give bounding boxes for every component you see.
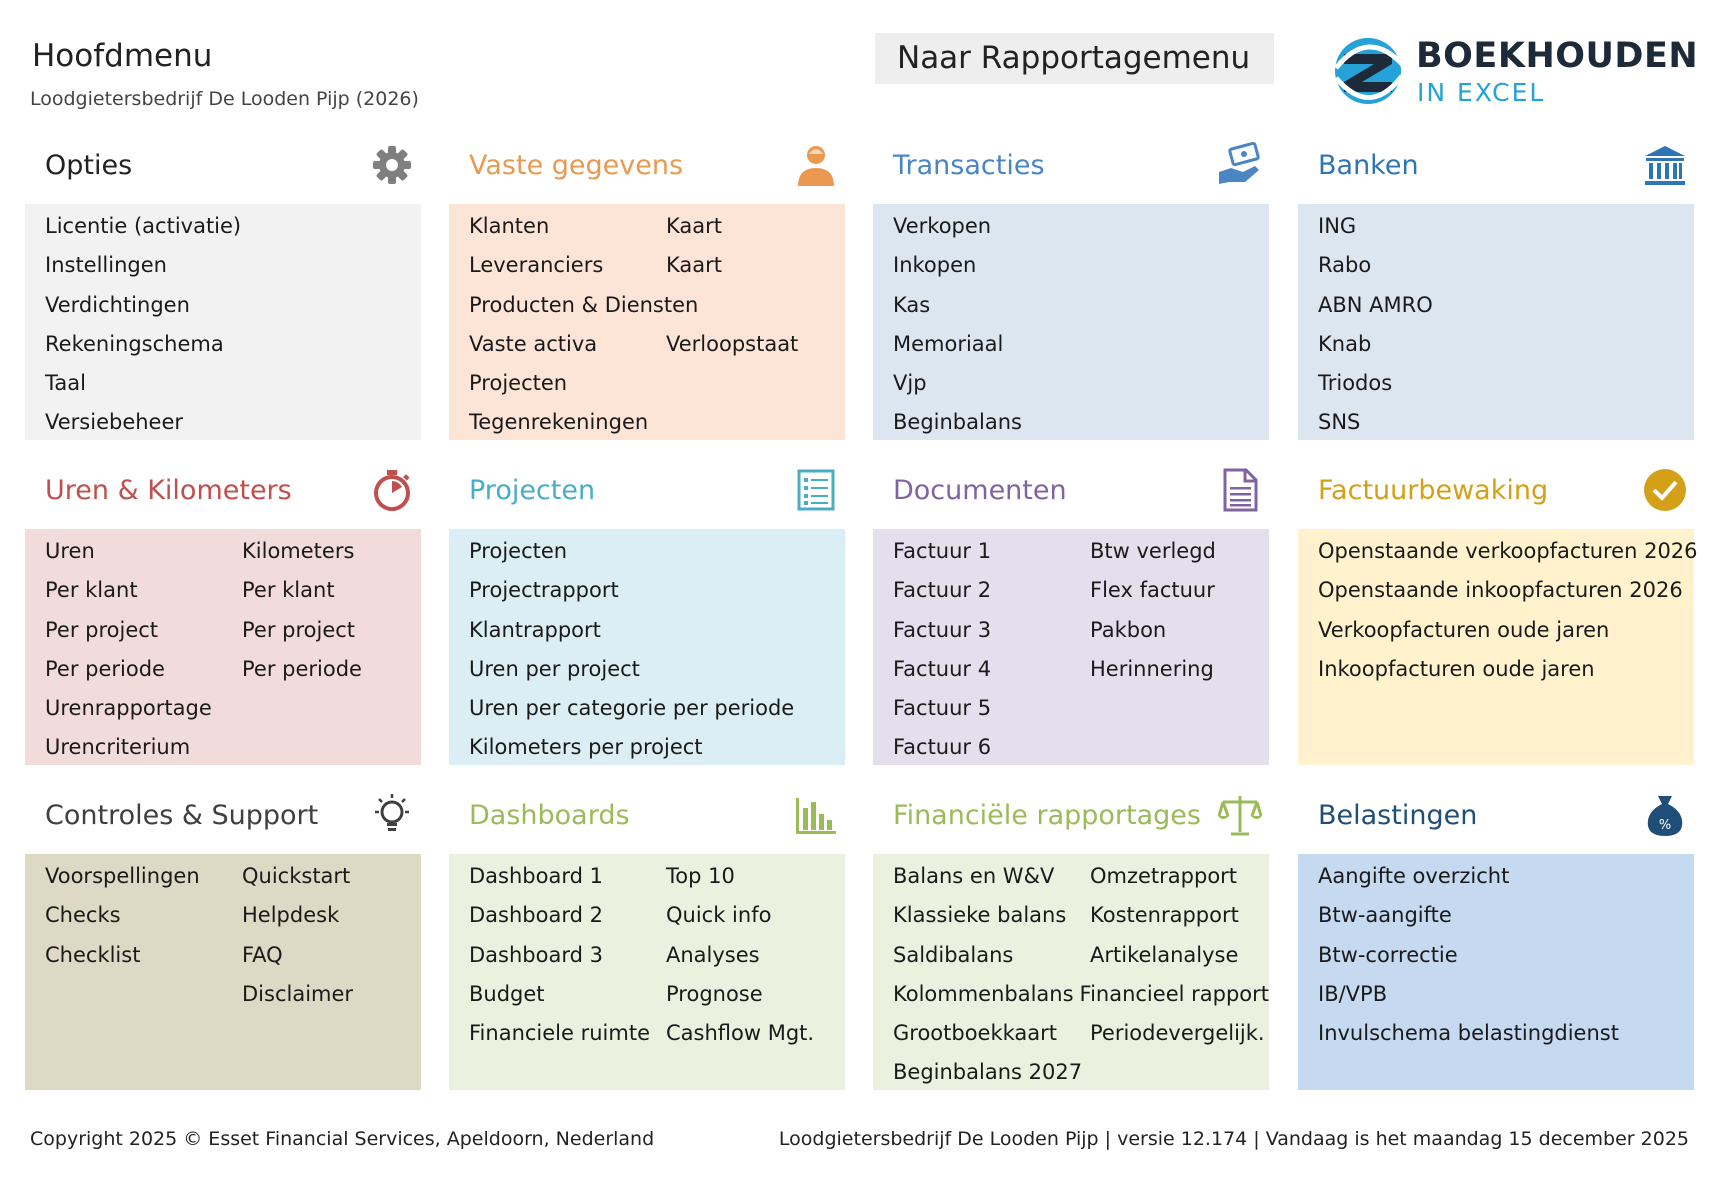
menu-link-belastingen-1-0[interactable]: Btw-aangifte [1318, 903, 1452, 928]
menu-row [1318, 410, 1694, 449]
svg-text:%: % [1658, 818, 1672, 833]
section-uren-kilometers [25, 457, 421, 765]
menu-row [1318, 943, 1694, 982]
menu-link-documenten-2-1[interactable]: Pakbon [1090, 617, 1167, 642]
menu-link-transacties-3-0[interactable]: Memoriaal [893, 331, 1004, 356]
menu-row [469, 982, 845, 1021]
empty-cell [45, 982, 242, 1021]
menu-row [893, 253, 1269, 292]
menu-link-vaste-1-1[interactable]: Kaart [666, 253, 723, 278]
menu-link-dashboards-3-1[interactable]: Prognose [666, 981, 763, 1006]
section-title: Documenten [893, 475, 1067, 506]
menu-row [45, 864, 421, 903]
menu-link-dashboards-4-1[interactable]: Cashflow Mgt. [666, 1021, 815, 1046]
menu-link-financiele-0-1[interactable]: Omzetrapport [1090, 864, 1238, 888]
section-body [25, 529, 421, 765]
menu-link-factuur-1-0[interactable]: Openstaande inkoopfacturen 2026 [1318, 578, 1683, 603]
menu-row [469, 864, 845, 903]
menu-link-opties-1-0[interactable]: Instellingen [45, 253, 167, 278]
bar-chart-icon[interactable] [793, 792, 839, 838]
logo-icon [1330, 34, 1408, 108]
menu-row [45, 735, 421, 774]
menu-link-uren-0-0[interactable]: Uren [45, 539, 95, 563]
section-body [1298, 854, 1694, 1090]
menu-row [469, 618, 845, 657]
menu-link-uren-2-0[interactable]: Per project [45, 617, 159, 642]
menu-row [469, 943, 845, 982]
menu-link-transacties-0-0[interactable]: Verkopen [893, 214, 992, 238]
menu-link-dashboards-4-0[interactable]: Financiele ruimte [469, 1021, 650, 1046]
menu-link-banken-0-0[interactable]: ING [1318, 214, 1357, 238]
menu-row [893, 1060, 1269, 1099]
menu-link-documenten-1-1[interactable]: Flex factuur [1090, 578, 1215, 603]
menu-row [469, 410, 845, 449]
menu-link-financiele-3-0[interactable]: Kolommenbalans [893, 981, 1074, 1006]
menu-row [469, 539, 845, 578]
section-title: Financiële rapportages [893, 800, 1201, 831]
menu-row [893, 696, 1269, 735]
menu-link-uren-3-0[interactable]: Per periode [45, 656, 165, 681]
document-icon[interactable] [1217, 467, 1263, 513]
section-title: Opties [45, 150, 133, 181]
section-title: Controles & Support [45, 800, 319, 831]
section-factuurbewaking [1298, 457, 1698, 765]
menu-link-financiele-4-1[interactable]: Periodevergelijk. [1090, 1021, 1265, 1046]
menu-row [469, 696, 845, 735]
menu-link-vaste-0-0[interactable]: Klanten [469, 214, 550, 238]
section-body [873, 854, 1269, 1090]
menu-row [469, 903, 845, 942]
menu-row [45, 293, 421, 332]
menu-row [45, 943, 421, 982]
menu-link-financiele-2-1[interactable]: Artikelanalyse [1090, 942, 1239, 967]
menu-link-transacties-2-0[interactable]: Kas [893, 292, 931, 317]
menu-link-factuur-3-0[interactable]: Inkoopfacturen oude jaren [1318, 656, 1595, 681]
gear-icon[interactable] [369, 142, 415, 188]
money-bag-icon[interactable] [1642, 792, 1688, 838]
bank-icon[interactable] [1642, 142, 1688, 188]
menu-link-vaste-4-0[interactable]: Projecten [469, 371, 568, 396]
menu-link-belastingen-0-0[interactable]: Aangifte overzicht [1318, 864, 1510, 888]
section-title: Uren & Kilometers [45, 475, 292, 506]
menu-link-factuur-0-0[interactable]: Openstaande verkoopfacturen 2026 [1318, 539, 1698, 563]
menu-row [45, 253, 421, 292]
menu-link-uren-4-0[interactable]: Urenrapportage [45, 696, 212, 721]
menu-link-projecten-3-0[interactable]: Uren per project [469, 656, 640, 681]
menu-row [893, 578, 1269, 617]
menu-link-opties-3-0[interactable]: Rekeningschema [45, 331, 224, 356]
menu-row [469, 253, 845, 292]
menu-row [1318, 253, 1694, 292]
menu-row [45, 214, 421, 253]
menu-link-uren-2-1[interactable]: Per project [242, 617, 356, 642]
menu-link-financiele-4-0[interactable]: Grootboekkaart [893, 1021, 1058, 1046]
menu-row [893, 657, 1269, 696]
menu-row [893, 864, 1269, 903]
menu-link-financiele-5-0[interactable]: Beginbalans 2027 [893, 1060, 1083, 1085]
menu-row [45, 410, 421, 449]
menu-row [469, 214, 845, 253]
menu-row [45, 578, 421, 617]
section-body [873, 529, 1269, 765]
menu-link-opties-4-0[interactable]: Taal [45, 371, 86, 396]
menu-link-uren-0-1[interactable]: Kilometers [242, 539, 355, 563]
section-projecten [449, 457, 845, 765]
section-body [449, 204, 845, 440]
menu-row [893, 735, 1269, 774]
menu-link-transacties-5-0[interactable]: Beginbalans [893, 410, 1022, 435]
menu-link-transacties-1-0[interactable]: Inkopen [893, 253, 977, 278]
menu-link-banken-1-0[interactable]: Rabo [1318, 253, 1372, 278]
status-text: Loodgietersbedrijf De Looden Pijp | versie 12.174 | Vandaag is het maandag 15 december 2025 [778, 1128, 1689, 1150]
menu-row [1318, 618, 1694, 657]
menu-row [45, 371, 421, 410]
menu-row [893, 903, 1269, 942]
section-title: Dashboards [469, 800, 630, 831]
section-title: Projecten [469, 475, 596, 506]
menu-row [1318, 332, 1694, 371]
menu-row [469, 578, 845, 617]
checklist-icon[interactable] [793, 467, 839, 513]
menu-link-banken-3-0[interactable]: Knab [1318, 331, 1372, 356]
menu-link-financiele-3-1[interactable]: Financieel rapport [1079, 981, 1269, 1006]
menu-link-uren-3-1[interactable]: Per periode [242, 656, 362, 681]
menu-link-controles-2-1[interactable]: FAQ [242, 942, 283, 967]
company-subtitle: Loodgietersbedrijf De Looden Pijp (2026) [30, 88, 419, 110]
section-dashboards [449, 782, 845, 1090]
menu-link-dashboards-0-0[interactable]: Dashboard 1 [469, 864, 603, 888]
menu-row [893, 410, 1269, 449]
menu-row [893, 214, 1269, 253]
menu-row [893, 982, 1269, 1021]
section-documenten [873, 457, 1269, 765]
menu-link-uren-1-1[interactable]: Per klant [242, 578, 335, 603]
section-body [1298, 204, 1694, 440]
menu-link-vaste-3-1[interactable]: Verloopstaat [666, 331, 799, 356]
section-body [449, 529, 845, 765]
menu-link-uren-5-0[interactable]: Urencriterium [45, 735, 191, 760]
menu-link-documenten-0-1[interactable]: Btw verlegd [1090, 539, 1216, 563]
menu-link-financiele-0-0[interactable]: Balans en W&V [893, 864, 1055, 888]
section-transacties [873, 132, 1269, 440]
menu-link-dashboards-0-1[interactable]: Top 10 [666, 864, 735, 888]
menu-link-controles-2-0[interactable]: Checklist [45, 942, 141, 967]
menu-row [893, 293, 1269, 332]
section-controles-support [25, 782, 421, 1090]
menu-link-documenten-0-0[interactable]: Factuur 1 [893, 539, 992, 563]
menu-link-controles-1-0[interactable]: Checks [45, 903, 121, 928]
menu-row [1318, 1021, 1694, 1060]
section-body [25, 204, 421, 440]
menu-row [45, 982, 421, 1021]
menu-link-belastingen-4-0[interactable]: Invulschema belastingdienst [1318, 1021, 1619, 1046]
logo-text-main: BOEKHOUDEN [1416, 36, 1699, 76]
menu-link-controles-1-1[interactable]: Helpdesk [242, 903, 340, 928]
menu-link-financiele-1-1[interactable]: Kostenrapport [1090, 903, 1239, 928]
menu-row [1318, 371, 1694, 410]
logo [1330, 34, 1699, 112]
menu-row [1318, 293, 1694, 332]
menu-link-vaste-3-0[interactable]: Vaste activa [469, 331, 598, 356]
menu-row [1318, 214, 1694, 253]
menu-link-projecten-2-0[interactable]: Klantrapport [469, 617, 601, 642]
menu-link-documenten-4-0[interactable]: Factuur 5 [893, 696, 992, 721]
section-title: Banken [1318, 150, 1419, 181]
checkmark-circle-icon[interactable] [1642, 467, 1688, 513]
page-title: Hoofdmenu [32, 38, 213, 74]
menu-link-belastingen-3-0[interactable]: IB/VPB [1318, 981, 1388, 1006]
copyright-text: Copyright 2025 © Esset Financial Services, Apeldoorn, Nederland [30, 1128, 655, 1150]
scales-icon[interactable] [1217, 792, 1263, 838]
lightbulb-icon[interactable] [369, 792, 415, 838]
menu-link-financiele-1-0[interactable]: Klassieke balans [893, 903, 1067, 928]
menu-link-transacties-4-0[interactable]: Vjp [893, 371, 927, 396]
menu-link-dashboards-3-0[interactable]: Budget [469, 981, 545, 1006]
menu-link-opties-0-0[interactable]: Licentie (activatie) [45, 214, 242, 238]
section-title: Factuurbewaking [1318, 475, 1549, 506]
section-financiele-rapportages [873, 782, 1269, 1090]
stopwatch-icon[interactable] [369, 467, 415, 513]
menu-link-controles-0-0[interactable]: Voorspellingen [45, 864, 200, 888]
section-title: Transacties [893, 150, 1045, 181]
menu-link-dashboards-2-0[interactable]: Dashboard 3 [469, 942, 603, 967]
menu-link-vaste-5-0[interactable]: Tegenrekeningen [469, 410, 649, 435]
menu-row [893, 539, 1269, 578]
menu-link-controles-3-1[interactable]: Disclaimer [242, 981, 354, 1006]
menu-row [469, 1021, 845, 1060]
menu-row [893, 943, 1269, 982]
menu-link-belastingen-2-0[interactable]: Btw-correctie [1318, 942, 1458, 967]
menu-link-banken-4-0[interactable]: Triodos [1318, 371, 1393, 396]
menu-row [469, 371, 845, 410]
menu-row [45, 696, 421, 735]
menu-row [1318, 982, 1694, 1021]
menu-link-opties-5-0[interactable]: Versiebeheer [45, 410, 184, 435]
section-title: Vaste gegevens [469, 150, 684, 181]
menu-link-vaste-0-1[interactable]: Kaart [666, 214, 723, 238]
section-vaste-gegevens [449, 132, 845, 440]
menu-link-documenten-1-0[interactable]: Factuur 2 [893, 578, 992, 603]
section-body [25, 854, 421, 1090]
menu-link-controles-0-1[interactable]: Quickstart [242, 864, 351, 888]
hand-money-icon[interactable] [1217, 142, 1263, 188]
menu-link-documenten-2-0[interactable]: Factuur 3 [893, 617, 992, 642]
menu-row [893, 1021, 1269, 1060]
menu-link-projecten-1-0[interactable]: Projectrapport [469, 578, 619, 603]
menu-link-dashboards-1-1[interactable]: Quick info [666, 903, 772, 928]
menu-row [45, 618, 421, 657]
menu-row [469, 657, 845, 696]
menu-link-documenten-5-0[interactable]: Factuur 6 [893, 735, 992, 760]
section-opties [25, 132, 421, 440]
menu-row [893, 332, 1269, 371]
menu-row [893, 618, 1269, 657]
menu-link-documenten-3-0[interactable]: Factuur 4 [893, 656, 992, 681]
menu-link-financiele-2-0[interactable]: Saldibalans [893, 942, 1014, 967]
menu-link-documenten-3-1[interactable]: Herinnering [1090, 656, 1214, 681]
menu-row [469, 735, 845, 774]
menu-row [1318, 578, 1694, 617]
menu-link-dashboards-2-1[interactable]: Analyses [666, 942, 760, 967]
menu-link-vaste-1-0[interactable]: Leveranciers [469, 253, 604, 278]
menu-link-projecten-5-0[interactable]: Kilometers per project [469, 735, 703, 760]
person-icon[interactable] [793, 142, 839, 188]
menu-row [469, 332, 845, 371]
menu-link-banken-2-0[interactable]: ABN AMRO [1318, 292, 1433, 317]
menu-row [893, 371, 1269, 410]
menu-row [1318, 657, 1694, 696]
menu-link-banken-5-0[interactable]: SNS [1318, 410, 1361, 435]
menu-row [469, 293, 845, 332]
section-body [1298, 529, 1698, 765]
menu-row [1318, 539, 1698, 578]
menu-link-dashboards-1-0[interactable]: Dashboard 2 [469, 903, 603, 928]
menu-row [45, 539, 421, 578]
menu-link-opties-2-0[interactable]: Verdichtingen [45, 292, 190, 317]
section-belastingen [1298, 782, 1694, 1090]
menu-link-projecten-0-0[interactable]: Projecten [469, 539, 568, 563]
menu-row [45, 332, 421, 371]
menu-link-factuur-2-0[interactable]: Verkoopfacturen oude jaren [1318, 617, 1610, 642]
section-body [873, 204, 1269, 440]
menu-link-vaste-2-0[interactable]: Producten & Diensten [469, 292, 699, 317]
report-menu-button[interactable]: Naar Rapportagemenu [875, 33, 1274, 84]
section-banken [1298, 132, 1694, 440]
menu-row [45, 657, 421, 696]
section-title: Belastingen [1318, 800, 1478, 831]
section-body [449, 854, 845, 1090]
menu-row [1318, 903, 1694, 942]
menu-row [1318, 864, 1694, 903]
menu-row [45, 903, 421, 942]
menu-link-uren-1-0[interactable]: Per klant [45, 578, 138, 603]
menu-link-projecten-4-0[interactable]: Uren per categorie per periode [469, 696, 795, 721]
logo-text-sub: IN EXCEL [1417, 78, 1546, 107]
